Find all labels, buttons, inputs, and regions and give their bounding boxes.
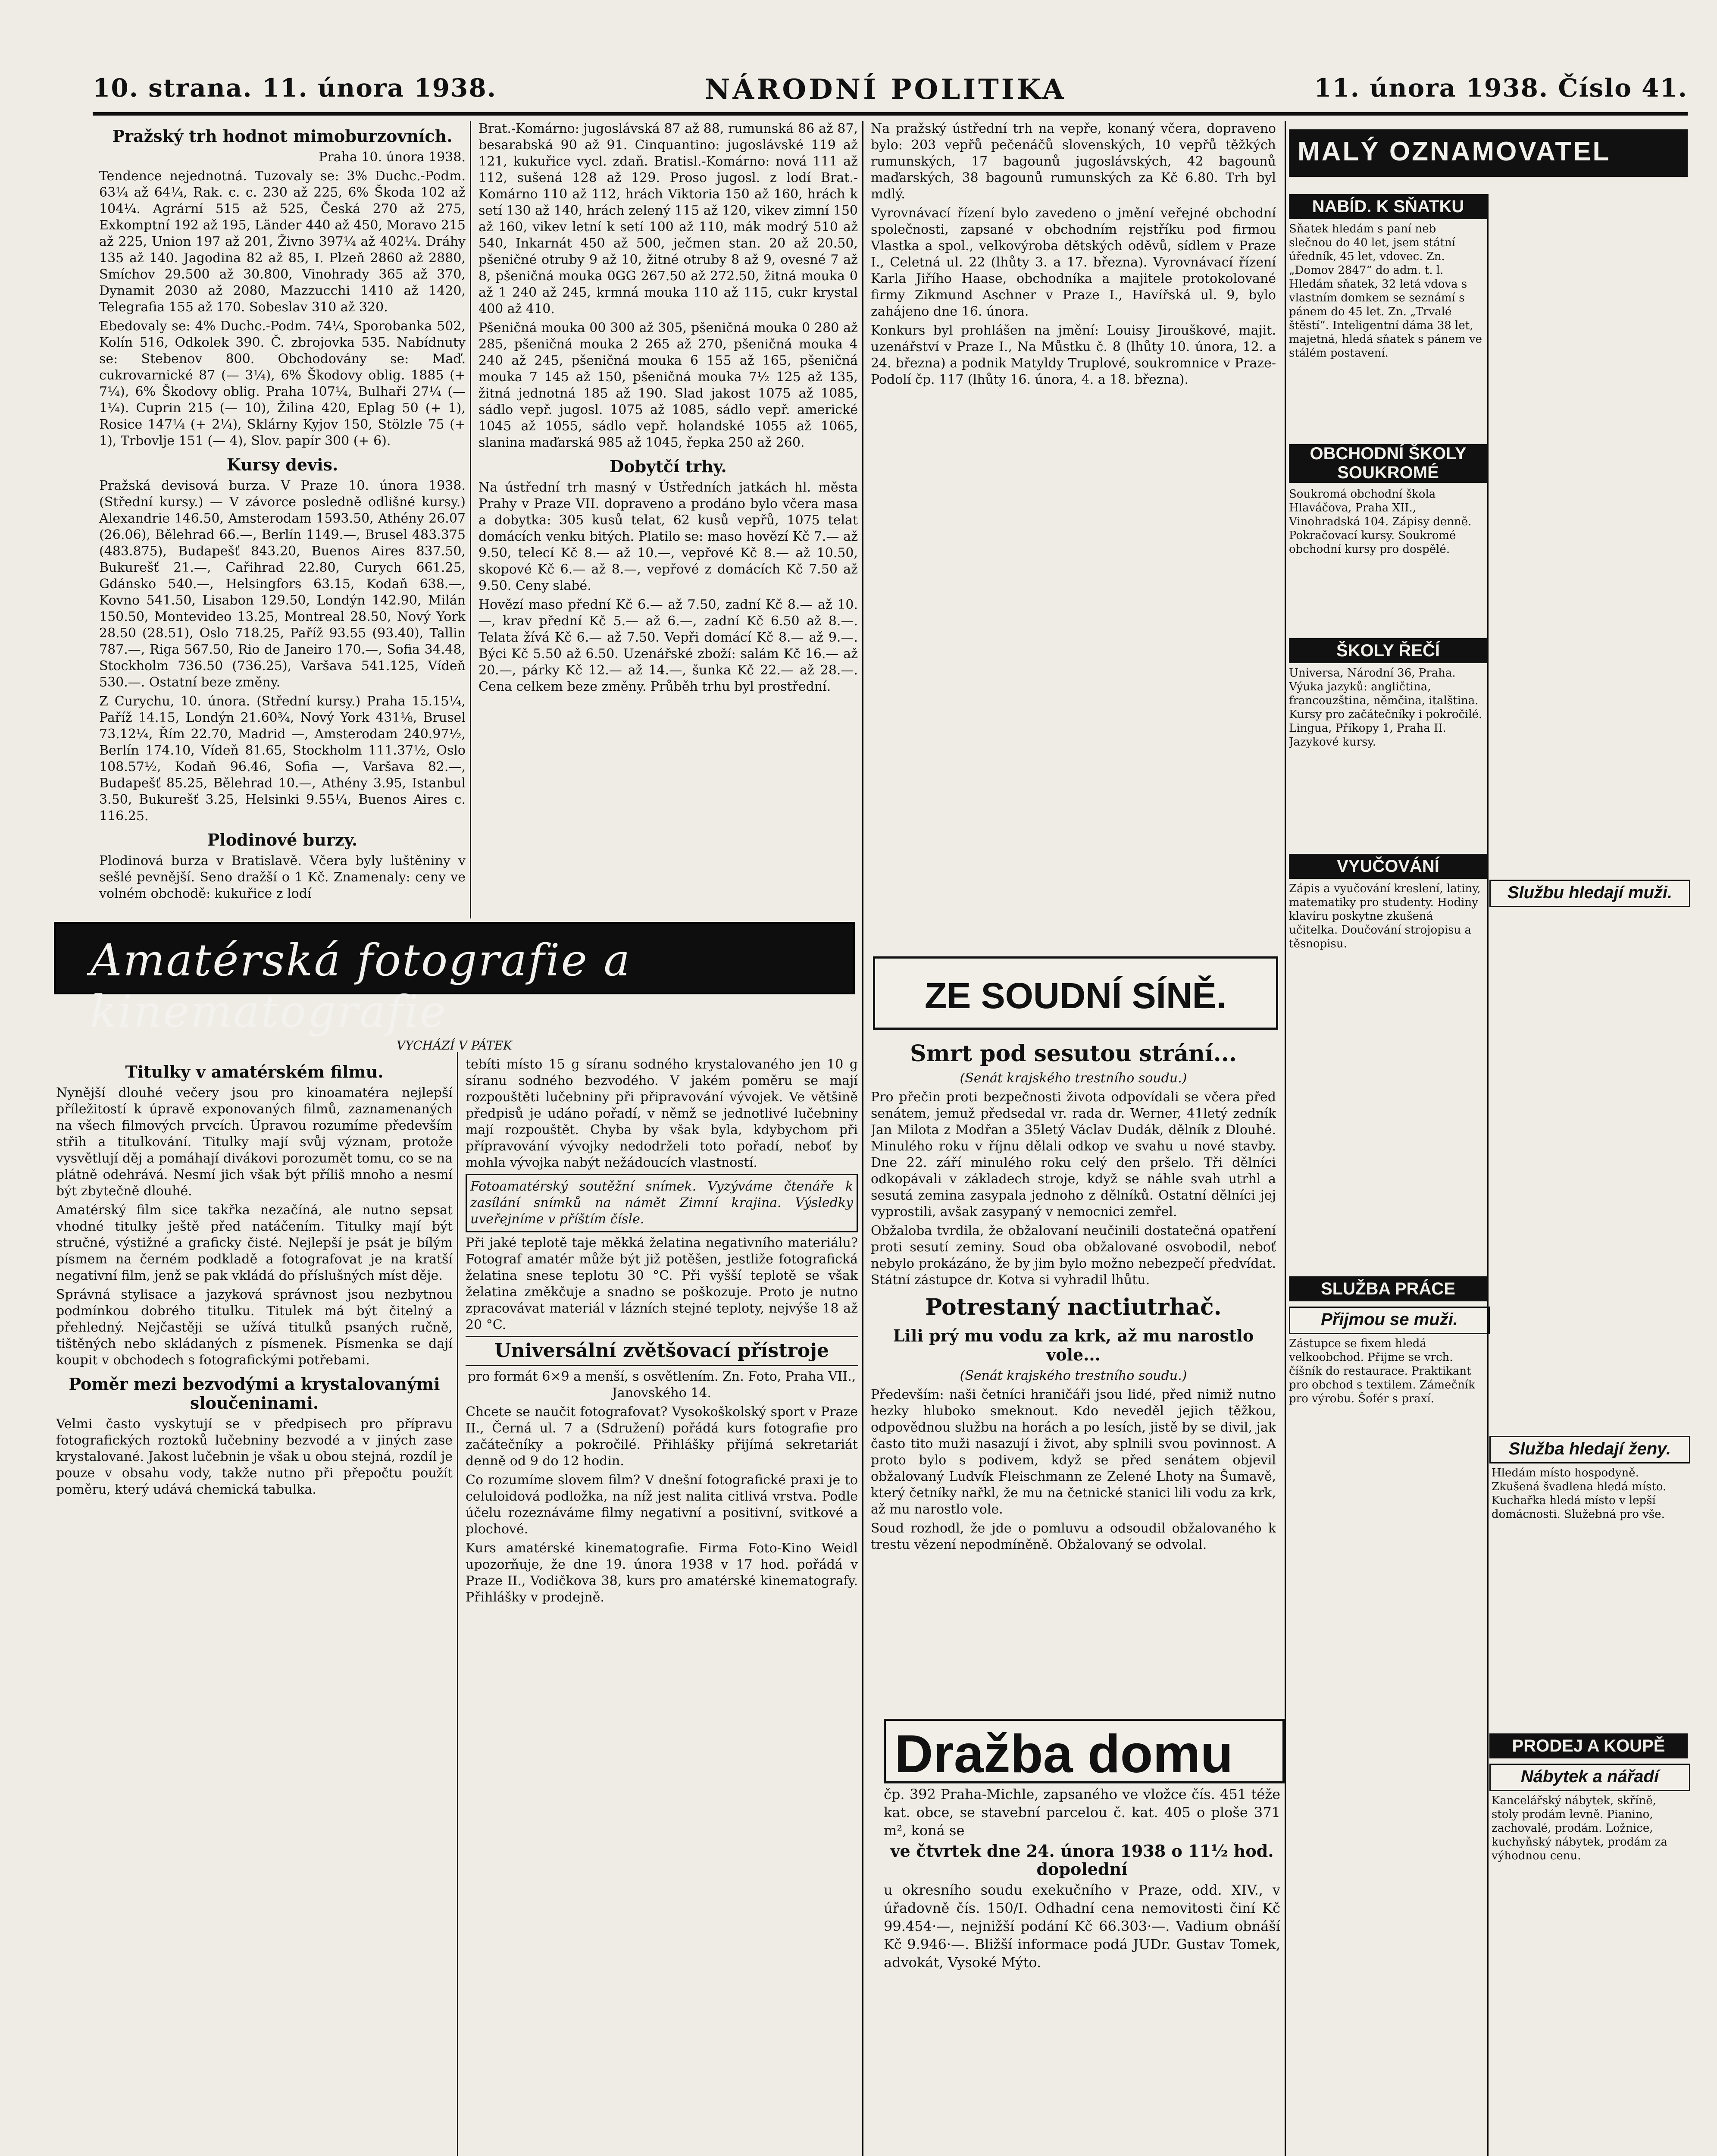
classifieds-header (1289, 129, 1688, 177)
classifieds-title: MALÝ OZNAMOVATEL (1298, 137, 1611, 166)
univ-ad-title: Universální zvětšovací přístroje (466, 1336, 858, 1366)
classified-text: Kancelářský nábytek, skříně, stoly prodám levně. Pianino, zachovalé, prodám. Ložnice, kuchyňský nábytek, prodám za výhodnou cenu. (1492, 1794, 1667, 1862)
court-sub-2: (Senát krajského trestního soudu.) (960, 1368, 1187, 1383)
auction-details (884, 1785, 1280, 2147)
photography-banner-title: Amatérská fotografie a kinematografie (90, 935, 632, 1037)
category-header: ŠKOLY ŘEČÍ (1289, 638, 1487, 663)
column-photo-right (466, 1056, 858, 2156)
column-grain (479, 121, 858, 918)
classified-text: Universa, Národní 36, Praha. Výuka jazyků: angličtina, francouzština, němčina, italština. Kursy pro začátečníky i pokročilé. Lingua, Příkopy 1, Praha II. Jazykové kursy. (1289, 667, 1482, 749)
category-header: NABÍD. K SŇATKU (1289, 194, 1487, 219)
column-rule (862, 121, 863, 2156)
court-text: Pro přečin proti bezpečnosti života odpovídali se včera před senátem, jemuž předsedal vr. rada dr. Werner, 41letý zedník Jan Milota z Modřan a 35letý Václav Dudák, dělník z Dlouhé. Minulého roku v říjnu dělali odkop ve svahu u nové stavby. Dne 22. září minulého roku celý den pršelo. Tři dělníci odkopávali v základech stroje, když se náhle svah utrhl a sesutá zemina zasypala jednoho z dělníků. Ostatní dělníci jej vyprostili, avšak zasypaný v nemocnici zemřel. (871, 1090, 1276, 1219)
trade-text: Na pražský ústřední trh na vepře, konaný včera, dopraveno bylo: 203 vepřů pečenáčů slovenských, 10 vepřů těžkých rumunských, 17 bagounů jugoslávských, 42 bagounů maďarských, 38 bagounů rumunských za Kč 6.80. Trh byl mdlý. (871, 121, 1276, 202)
auction-date: ve čtvrtek dne 24. února 1938 o 11½ hod. dopolední (890, 1841, 1274, 1879)
trade-text: Vyrovnávací řízení bylo zavedeno o jmění veřejné obchodní společnosti, zapsané v obchodním rejstříku pod firmou Vlastka a spol., velkovýroba dětských oděvů, sídlem v Praze I., Celetná ul. 22 (lhůty 3. a 17. března). Vyrovnávací řízení Karla Jiřího Haase, obchodníka a majitele protokolované firmy Zikmund Aschner v Praze I., Havířská ul. 9, bylo zahájeno dne 16. února. (871, 206, 1276, 319)
cattle-text: Hovězí maso přední Kč 6.— až 7.50, zadní Kč 8.— až 10.—, krav přední Kč 5.— až 6.—, zadní Kč 6.50 až 8.—. Telata žívá Kč 6.— až 7.50. Vepři domácí Kč 8.— až 9.—. Býci Kč 5.50 až 6.50. Uzenářské zboží: salám Kč 16.— až 20.—, párky Kč 12.— až 14.—, šunka Kč 22.— až 28.—. Cena celkem beze změny. Průběh trhu byl prostřední. (479, 597, 858, 694)
masthead-right: 11. února 1938. Číslo 41. (1314, 73, 1688, 103)
market-text: Tendence nejednotná. Tuzovaly se: 3% Duchc.-Podm. 63¼ až 64¼, Rak. c. c. 230 až 225, 6% Škoda 102 až 104¼. Agrární 515 až 525, Česká 270 až 275, Exkomptní 192 až 195, Länder 440 až 450, Moravo 215 až 225, Union 197 až 201, Živno 397¼ až 402¼. Dráhy 135 až 140. Jagodina 82 až 85, I. Plzeň 2860 až 2880, Smíchov 29.500 až 30.800, Vinohrady 365 až 370, Dynamit 2030 až 2080, Mazzucchi 1410 až 1420, Telegrafia 155 až 170. Sobeslav 310 až 320. (99, 169, 466, 315)
plodiny-text: Plodinová burza v Bratislavě. Včera byly luštěniny v sešlé pevnější. Seno dražší o 1 Kč. Znamenaly: ceny ve volném obchodě: kukuřice z lodí (99, 853, 466, 901)
cattle-text: Na ústřední trh masný v Ústředních jatkách hl. města Prahy v Praze VII. dopraveno a prodáno bylo včera masa a dobytka: 305 kusů telat, 62 kusů vepřů, 1075 telat domácích venku bitých. Platilo se: maso hovězí Kč 7.— až 9.50, telecí Kč 8.— až 10.—, vepřové Kč 8.— až 10.50, skopové Kč 6.— až 8.—, vepřové z domácích Kč 7.50 až 9.50. Ceny slabé. (479, 480, 858, 593)
column-photo-left (56, 1056, 453, 2156)
classifieds-column (1289, 129, 1688, 2156)
photo-text: Při jaké teplotě taje měkká želatina negativního materiálu? Fotograf amatér může být již potěšen, jestliže fotografická želatina snese teplotu 30 °C. Při vyšší teplotě se však želatina změkčuje a snadno se poškozuje. Proto je nutno zpracovávat materiál v lázních stejné teploty, nejvýše 18 až 20 °C. (466, 1235, 858, 1332)
category-header: SLUŽBA PRÁCE (1289, 1276, 1487, 1301)
column-market (99, 121, 466, 918)
market-text: Ebedovaly se: 4% Duchc.-Podm. 74¼, Sporobanka 502, Kolín 516, Odkolek 390. Č. zbrojovka 535. Nabídnuty se: Stebenov 800. Obchodovány se: Maď. cukrovarnické 87 (— 3¼), 6% Škodovy oblig. 1885 (+ 7¼), 6% Škodovy oblig. Praha 107¼, Bulhaři 27¼ (— 1¼). Cuprin 215 (— 10), Žilina 420, Eplag 50 (+ 1), Rosice 147¼ (+ 2¼), Sklárny Kyjov 150, Stölzle 75 (+ 1), Trbovlje 151 (— 4), Slov. papír 300 (+ 6). (99, 319, 466, 448)
photo-text: Chcete se naučit fotografovat? Vysokoškolský sport v Praze II., Černá ul. 7 a (Sdružení) pořádá kurs fotografie pro začátečníky a pokročilé. Přihlášky přijímá sekretariát denně od 9 do 12 hodin. (466, 1404, 858, 1469)
classified-text: Hledám místo hospodyně. Zkušená švadlena hledá místo. Kuchařka hledá místo v lepší domácnosti. Služebná pro vše. (1492, 1467, 1667, 1521)
category-subheader: Služba hledají ženy. (1489, 1436, 1690, 1463)
photo-notice: Fotoamatérský soutěžní snímek. Vyzýváme čtenáře k zasílání snímků na námět Zimní krajina. Výsledky uveřejníme v příštím čísle. (466, 1174, 858, 1232)
photography-banner (54, 922, 855, 1037)
column-rule (470, 121, 471, 918)
photo-heading-2: Poměr mezi bezvodými a krystalovanými sloučeninami. (69, 1374, 440, 1413)
grain-text: Brat.-Komárno: jugoslávská 87 až 88, rumunská 86 až 87, besarabská 90 až 91. Cinquantino: jugoslávské 119 až 121, kukuřice vycl. zdaň. Bratisl.-Komárno: nová 111 až 112, sušená 128 až 129. Proso jugosl. z lodí Brat.-Komárno 110 až 112, hrách Viktoria 150 až 160, hrách k setí 130 až 140, hrách zelený 115 až 120, vikev zimní 150 až 160, vikev letní k setí 100 až 110, mák modrý 510 až 540, Inkarnát 450 až 500, ječmen stan. 20 až 20.50, pšeničné otruby 9 až 10, žitné otruby 8 až 9, ovesné 7 až 8, pšeničná mouka 0GG 267.50 až 272.50, žitná mouka 0 až 1 240 až 245, krmná mouka 110 až 115, cukr krystal 400 až 410. (479, 121, 858, 317)
photo-text: Nynější dlouhé večery jsou pro kinoamatéra nejlepší příležitostí k úpravě exponovaných filmů, zaznamenaných na všech filmových prvcích. Úpravou rozumíme především střih a titulkování. Titulky mají svůj význam, protože vysvětlují děj a pomáhají divákovi porozumět tomu, co se na plátně odehrává. Nesmí jich však být příliš mnoho a nesmí být zbytečně dlouhé. (56, 1085, 453, 1199)
category-subheader: Nábytek a nářadí (1489, 1764, 1690, 1791)
category-header: VYUČOVÁNÍ (1289, 854, 1487, 879)
classified-text: Soukromá obchodní škola Hlaváčova, Praha XII., Vinohradská 104. Zápisy denně. Pokračovací kursy. Soukromé obchodní kursy pro dospělé. (1289, 488, 1472, 556)
auction-box (884, 1719, 1285, 1783)
devisa-text: Pražská devisová burza. V Praze 10. února 1938. (Střední kursy.) — V závorce posledně odlišné kursy.) Alexandrie 146.50, Amsterodam 1593.50, Athény 26.07 (26.06), Bělehrad 66.—, Berlín 1149.—, Brusel 483.375 (483.875), Budapešť 843.20, Buenos Aires 837.50, Bukurešť 21.—, Cařihrad 22.80, Curych 661.25, Gdánsko 540.—, Helsingfors 63.15, Kodaň 638.—, Kovno 541.50, Lisabon 129.50, Londýn 142.90, Milán 150.50, Montevideo 13.25, Montreal 28.50, Nový York 28.50 (28.51), Oslo 718.25, Paříž 93.55 (93.40), Tallin 787.—, Riga 567.50, Rio de Janeiro 170.—, Sofia 34.48, Stockholm 736.50 (736.25), Varšava 541.125, Vídeň 530.—. Ostatní beze změny. (99, 478, 466, 690)
photography-byline: VYCHÁZÍ V PÁTEK (397, 1038, 512, 1053)
market-dateline: Praha 10. února 1938. (319, 150, 466, 165)
masthead-left: 10. strana. 11. února 1938. (93, 73, 497, 103)
column-rule (1285, 121, 1286, 2156)
category-header: PRODEJ A KOUPĚ (1489, 1733, 1688, 1758)
court-text: Především: naši četníci hraničáři jsou lidé, před nimiž nutno hezky hluboko smeknout. Kdo neveděl jejich těžkou, odpovědnou službu na horách a po lesích, jistě by se divil, jak často tito muži nasazují i život, aby splnili svou povinnost. A proto bylo s podivem, když se před senátem objevil obžalovaný Ludvík Fleischmann ze Zelené Lhoty na Šumavě, který četníky nařkl, že mu na četnické stanici lili vodu za krk, až mu narostlo vole. (871, 1387, 1276, 1517)
column-trade (871, 121, 1276, 940)
court-headline: Smrt pod sesutou strání... (910, 1040, 1237, 1067)
category-subheader: Službu hledají muži. (1489, 880, 1690, 907)
auction-text: čp. 392 Praha-Michle, zapsaného ve vložce čís. 451 téže kat. obce, se stavební parcelou č. kat. 405 o ploše 371 m², koná se (884, 1786, 1280, 1839)
univ-ad-text: pro formát 6×9 a menší, s osvětlením. Zn. Foto, Praha VII., Janovského 14. (467, 1369, 856, 1401)
photo-text: Kurs amatérské kinematografie. Firma Foto-Kino Weidl upozorňuje, že dne 19. února 1938 v 17 hod. pořádá v Praze II., Vodičkova 38, kurs pro amatérské kinematografy. Přihlášky v prodejně. (466, 1541, 858, 1605)
devisa-text: Z Curychu, 10. února. (Střední kursy.) Praha 15.15¼, Paříž 14.15, Londýn 21.60¾, Nový York 431⅛, Brusel 73.12¼, Řím 22.70, Madrid —, Amsterodam 240.97½, Berlín 174.10, Vídeň 81.65, Stockholm 111.37½, Oslo 108.57½, Kodaň 96.46, Sofia —, Varšava 82.—, Budapešť 85.25, Bělehrad 10.—, Athény 3.95, Istanbul 3.50, Bukurešť 3.25, Helsinki 9.55¼, Buenos Aires c. 116.25. (99, 694, 466, 824)
photo-text: Velmi často vyskytují se v předpisech pro přípravu fotografických roztoků lučebniny bezvodé a v jiných zase krystalované. Jakost lučebnin je však u obou stejná, rozdíl je pouze v obsahu vody, takže nutno při přepočtu použít poměru, který udává chemická tabulka. (56, 1416, 453, 1497)
court-sub: (Senát krajského trestního soudu.) (960, 1071, 1187, 1086)
category-subheader: Přijmou se muži. (1289, 1307, 1490, 1334)
plodiny-heading: Plodinové burzy. (207, 830, 358, 849)
cattle-heading: Dobytčí trhy. (610, 457, 727, 476)
court-text: Soud rozhodl, že jde o pomluvu a odsoudil obžalovaného k trestu vězení nepodmíněně. Obžalovaný se odvolal. (871, 1521, 1276, 1552)
classified-text: Sňatek hledám s paní neb slečnou do 40 let, jsem státní úředník, 45 let, vdovec. Zn. „Domov 2847“ do adm. t. l. Hledám sňatek, 32 letá vdova s vlastním domkem se seznámí s pánem do 45 let. Zn. „Trvalé štěstí“. Inteligentní dáma 38 let, majetná, hledá sňatek s pánem ve stálém postavení. (1289, 222, 1482, 360)
classified-text: Zástupce se fixem hledá velkoobchod. Přijme se vrch. číšník do restaurace. Praktikant pro obchod s textilem. Zámečník pro výrobu. Šofér s praxí. (1289, 1337, 1475, 1405)
grain-text: Pšeničná mouka 00 300 až 305, pšeničná mouka 0 280 až 285, pšeničná mouka 2 265 až 270, pšeničná mouka 4 240 až 245, pšeničná mouka 6 155 až 165, pšeničná mouka 7 145 až 150, pšeničná mouka 7½ 125 až 135, žitná jednotná 185 až 190. Slad jakost 1075 až 1085, sádlo vepř. jugosl. 1075 až 1085, sádlo vepř. americké 1045 až 1055, sádlo vepř. holandské 1055 až 1065, slanina maďarská 985 až 1045, řepka 250 až 260. (479, 320, 858, 450)
court-subheadline: Lili prý mu vodu za krk, až mu narostlo vole... (893, 1326, 1254, 1364)
photo-text: tebíti místo 15 g síranu sodného krystalovaného jen 10 g síranu sodného bezvodého. V jakém poměru se mají rozpouštěti lučebniny při připravování vývojek. Ve většině předpisů je udáno pořadí, v němž se jednotlivé lučebniny mají rozpouštět. Chyba by však byla, kdybychom při přípravování vývojky nedodrželi toto pořadí, neboť by mohla vývojka nabýt nežádoucích vlastností. (466, 1057, 858, 1170)
court-section-title: ZE SOUDNÍ SÍNĚ. (924, 975, 1227, 1016)
category-header: OBCHODNÍ ŠKOLY SOUKROMÉ (1289, 444, 1487, 483)
devisa-heading: Kursy devis. (226, 455, 338, 474)
column-court (871, 1035, 1276, 1708)
classifieds-divider (1487, 194, 1489, 2156)
photo-text: Co rozumíme slovem film? V dnešní fotografické praxi je to celuloidová podložka, na níž jest nalita citlivá vrstva. Podle účelu rozeznáváme filmy negativní a positivní, svitkové a plochové. (466, 1473, 858, 1537)
trade-text: Konkurs byl prohlášen na jmění: Louisy Jirouškové, majit. uzenářství v Praze I., Na Můstku č. 8 (lhůty 10. února, 12. a 24. března) a podnik Matyldy Truplové, soukromnice v Praze-Podolí čp. 117 (lhůty 16. února, 4. a 18. března). (871, 323, 1276, 387)
auction-text: u okresního soudu exekučního v Praze, odd. XIV., v úřadovně čís. 150/I. Odhadní cena nemovitosti činí Kč 99.454·—, nejnižší podání Kč 66.303·—. Vadium obnáší Kč 9.946·—. Bližší informace podá JUDr. Gustav Tomek, advokát, Vysoké Mýto. (884, 1882, 1280, 1971)
court-text: Obžaloba tvrdila, že obžalovaní neučinili dostatečná opatření proti sesutí zeminy. Soud oba obžalované osvobodil, neboť nebylo prokázáno, že by jim bylo možno nebezpečí předvídat. Státní zástupce dr. Kotva si vyhradil lhůtu. (871, 1223, 1276, 1288)
classified-text: Zápis a vyučování kreslení, latiny, matematiky pro studenty. Hodiny klavíru poskytne zkušená učitelka. Doučování strojopisu a těsnopisu. (1289, 882, 1481, 950)
photo-heading: Titulky v amatérském filmu. (125, 1062, 384, 1081)
masthead (93, 65, 1688, 116)
column-rule (457, 1052, 458, 2156)
market-heading: Pražský trh hodnot mimoburzovních. (112, 126, 453, 146)
court-headline-2: Potrestaný nactiutrhač. (925, 1294, 1222, 1320)
photo-text: Amatérský film sice takřka nezačíná, ale nutno sepsat vhodné titulky ještě před natáčením. Titulky mají být stručné, výstižné a graficky čisté. Nejlepší je psát je bílým písmem na černém podkladě a fotografovat je na kratší negativní film, jenž se pak vkládá do příslušných míst děje. (56, 1203, 453, 1283)
court-section-box (873, 956, 1278, 1030)
auction-title: Dražba domu (894, 1724, 1233, 1784)
photo-text: Správná stylisace a jazyková správnost jsou nezbytnou podmínkou dobrého titulku. Titulek má být čitelný a přehledný. Nejčastěji se užívá titulků psaných ručně, tištěných nebo skládaných z písmenek. Písmenka se dají koupit v obchodech s fotografickými potřebami. (56, 1287, 453, 1368)
masthead-title: NÁRODNÍ POLITIKA (705, 73, 1066, 106)
